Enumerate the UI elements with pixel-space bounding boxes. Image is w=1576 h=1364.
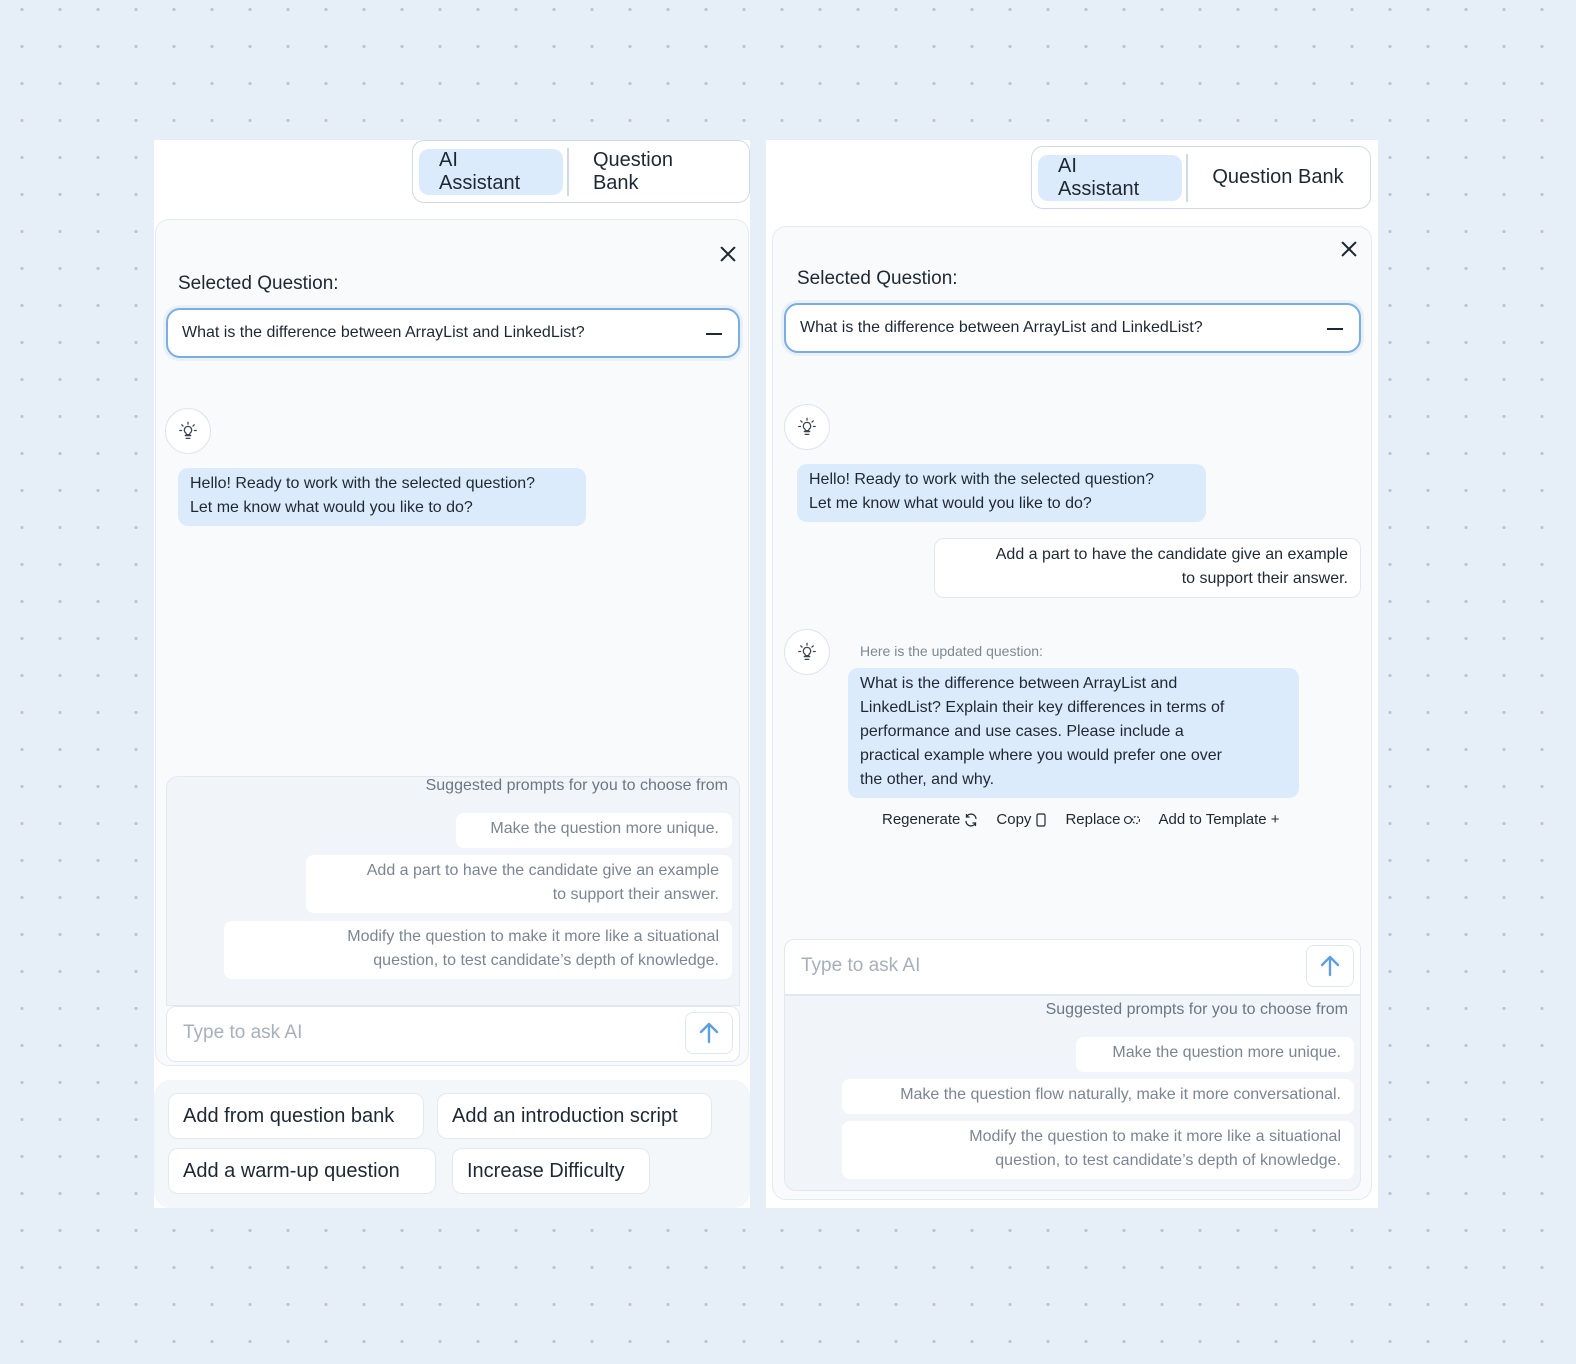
send-button[interactable] <box>1306 945 1354 987</box>
selected-question-label: Selected Question: <box>178 273 339 294</box>
greeting-line-2: Let me know what would you like to do? <box>809 495 1092 512</box>
selected-question-box[interactable] <box>784 303 1361 353</box>
user-message-line-1: Add a part to have the candidate give an example <box>995 546 1348 563</box>
add-to-template-label: Add to Template + <box>1158 811 1280 828</box>
send-button[interactable] <box>685 1012 733 1054</box>
add-from-question-bank-button[interactable]: Add from question bank <box>168 1093 424 1139</box>
suggestion-chip[interactable] <box>842 1121 1354 1179</box>
ask-ai-placeholder: Type to ask AI <box>801 955 921 976</box>
tab-question-bank[interactable]: Question Bank <box>592 148 673 194</box>
lightbulb-icon <box>796 416 818 438</box>
greeting-line-1: Hello! Ready to work with the selected question? <box>190 475 536 492</box>
response-actions <box>882 811 1297 828</box>
tab-ai-assistant[interactable]: AI Assistant <box>1038 155 1182 201</box>
arrow-up-icon <box>1319 954 1341 978</box>
updated-question-bubble <box>848 668 1299 798</box>
increase-difficulty-button[interactable]: Increase Difficulty <box>452 1148 650 1194</box>
tab-divider <box>1186 154 1187 202</box>
updated-question-line: practical example where you would prefer one over <box>860 747 1222 764</box>
suggested-prompts-title: Suggested prompts for you to choose from <box>1045 1001 1348 1018</box>
copy-icon <box>1034 812 1048 828</box>
user-message-bubble <box>934 538 1361 598</box>
selected-question-text: What is the difference between ArrayList and LinkedList? <box>800 319 1203 336</box>
ask-ai-placeholder: Type to ask AI <box>183 1022 303 1043</box>
greeting-line-2: Let me know what would you like to do? <box>190 499 473 516</box>
replace-icon <box>1123 813 1141 827</box>
add-introduction-script-button[interactable]: Add an introduction script <box>437 1093 712 1139</box>
suggestion-chip[interactable] <box>306 855 732 913</box>
updated-question-line: performance and use cases. Please include a <box>860 723 1184 740</box>
suggestion-text: Modify the question to make it more like a situational <box>969 1128 1341 1145</box>
assistant-avatar <box>784 629 830 675</box>
suggestion-chip[interactable] <box>224 921 732 979</box>
suggestion-text: Make the question flow naturally, make it more conversational. <box>900 1086 1341 1103</box>
left-tab-bar <box>412 140 750 203</box>
suggestion-text: question, to test candidate’s depth of knowledge. <box>373 952 719 969</box>
minus-icon[interactable] <box>1327 328 1343 330</box>
suggestion-text: Make the question more unique. <box>1112 1044 1341 1061</box>
replace-button[interactable] <box>1065 811 1141 828</box>
suggestion-text: Add a part to have the candidate give an example <box>366 862 719 879</box>
user-message-line-2: to support their answer. <box>1181 570 1348 587</box>
regenerate-button[interactable] <box>882 811 979 828</box>
suggestion-chip[interactable] <box>456 813 732 848</box>
selected-question-text: What is the difference between ArrayList and LinkedList? <box>182 324 585 341</box>
tab-divider <box>567 148 568 196</box>
updated-question-line: LinkedList? Explain their key differences in terms of <box>860 699 1225 716</box>
add-to-template-button[interactable] <box>1158 811 1279 828</box>
ask-ai-input[interactable] <box>784 939 1361 995</box>
replace-label: Replace <box>1065 811 1121 828</box>
ask-ai-input[interactable] <box>166 1006 740 1062</box>
minus-icon[interactable] <box>706 333 722 335</box>
updated-question-line: the other, and why. <box>860 771 995 788</box>
updated-question-line: What is the difference between ArrayList and <box>860 675 1178 692</box>
lightbulb-icon <box>796 641 818 663</box>
assistant-avatar <box>165 408 211 454</box>
regenerate-label: Regenerate <box>882 811 961 828</box>
tab-question-bank[interactable]: Question Bank <box>1212 166 1344 188</box>
refresh-icon <box>963 812 979 828</box>
copy-label: Copy <box>996 811 1032 828</box>
suggestion-text: Make the question more unique. <box>490 820 719 837</box>
suggested-prompts-title: Suggested prompts for you to choose from <box>425 777 728 794</box>
updated-question-label: Here is the updated question: <box>860 643 1043 659</box>
selected-question-box[interactable] <box>166 308 740 358</box>
lightbulb-icon <box>177 420 199 442</box>
selected-question-label: Selected Question: <box>797 268 958 289</box>
assistant-greeting-bubble <box>797 464 1206 522</box>
copy-button[interactable] <box>996 811 1048 828</box>
tab-ai-assistant[interactable]: AI Assistant <box>419 149 563 195</box>
greeting-line-1: Hello! Ready to work with the selected question? <box>809 471 1155 488</box>
close-icon[interactable] <box>1340 240 1358 258</box>
close-icon[interactable] <box>719 245 737 263</box>
suggestion-chip[interactable] <box>1076 1037 1354 1072</box>
suggestion-text: to support their answer. <box>552 886 719 903</box>
arrow-up-icon <box>698 1021 720 1045</box>
suggestion-text: Modify the question to make it more like a situational <box>347 928 719 945</box>
assistant-avatar <box>784 404 830 450</box>
right-tab-bar <box>1031 146 1371 209</box>
add-warm-up-question-button[interactable]: Add a warm-up question <box>168 1148 436 1194</box>
assistant-greeting-bubble <box>178 468 586 526</box>
suggestion-chip[interactable] <box>842 1079 1354 1114</box>
suggestion-text: question, to test candidate’s depth of knowledge. <box>995 1152 1341 1169</box>
